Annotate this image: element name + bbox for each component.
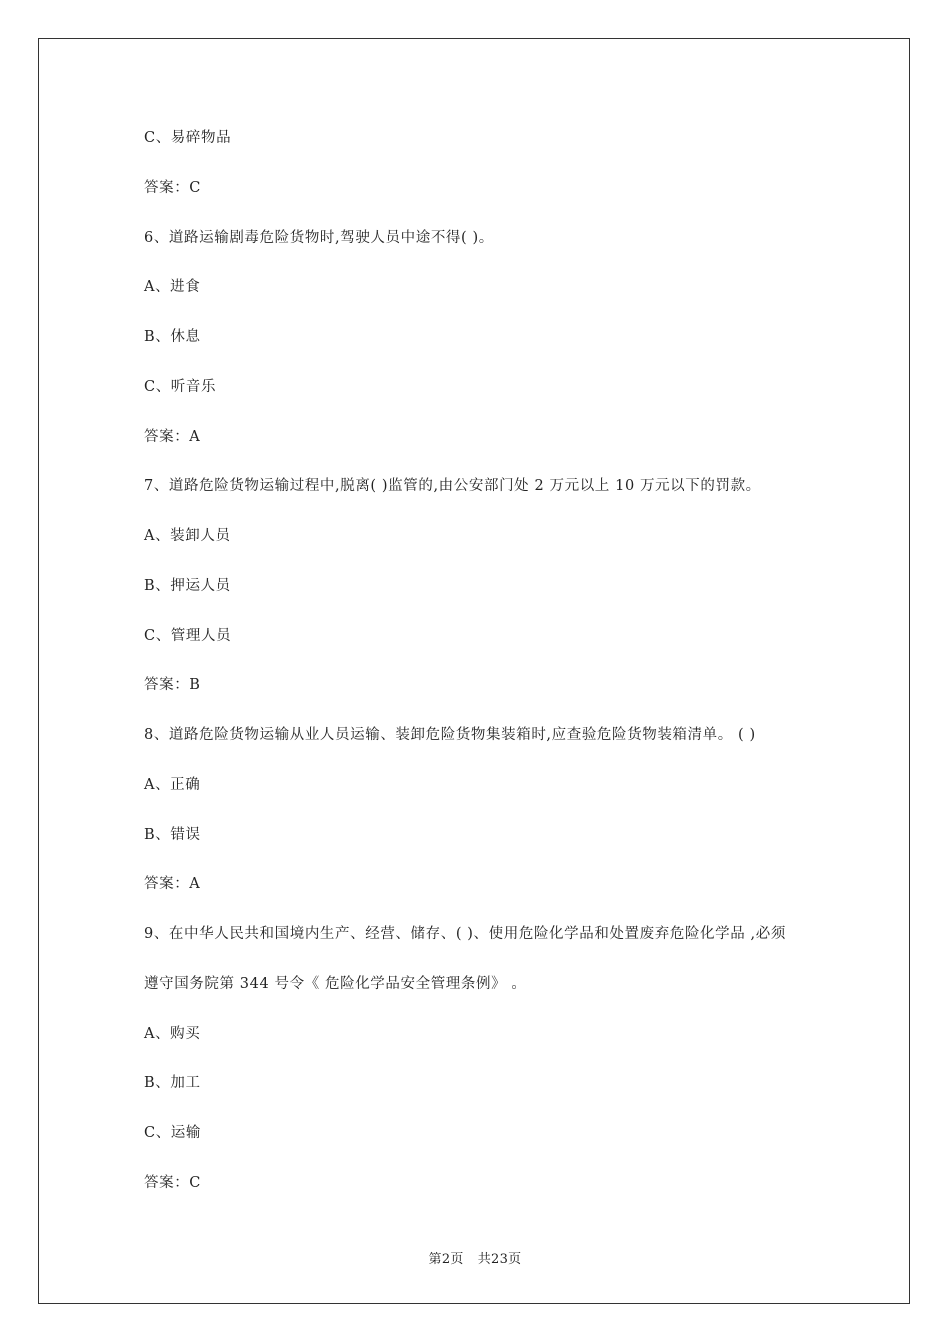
question-9-continued: 遵守国务院第 344 号令《 危险化学品安全管理条例》 。 bbox=[144, 975, 527, 992]
option-line: B、错误 bbox=[144, 826, 201, 843]
option-line: A、进食 bbox=[144, 279, 201, 296]
option-line: B、休息 bbox=[144, 329, 201, 345]
option-line: A、正确 bbox=[144, 776, 201, 793]
question-7: 7、道路危险货物运输过程中,脱离( )监管的,由公安部门处 2 万元以上 10 万元以下的罚款。 bbox=[144, 478, 761, 495]
option-line: C、管理人员 bbox=[144, 627, 232, 644]
answer-line: 答案：A bbox=[144, 876, 201, 893]
question-8: 8、道路危险货物运输从业人员运输、装卸危险货物集装箱时,应查验危险货物装箱清单。 ( ) bbox=[144, 727, 756, 743]
document-body bbox=[144, 126, 824, 1221]
question-6: 6、道路运输剧毒危险货物时,驾驶人员中途不得( )。 bbox=[144, 229, 494, 246]
option-line: A、装卸人员 bbox=[144, 528, 231, 544]
page-footer bbox=[0, 1248, 950, 1267]
answer-line: 答案：A bbox=[144, 428, 201, 445]
option-line: C、运输 bbox=[144, 1125, 201, 1141]
option-line: C、听音乐 bbox=[144, 378, 217, 395]
option-line: B、加工 bbox=[144, 1075, 201, 1092]
page-total: 共23页 bbox=[477, 1252, 522, 1267]
page-number: 第2页 bbox=[428, 1252, 464, 1267]
question-9: 9、在中华人民共和国境内生产、经营、储存、( )、使用危险化学品和处置废弃危险化学品 ,必须 bbox=[144, 926, 786, 942]
option-line: C、易碎物品 bbox=[144, 130, 232, 146]
option-line: A、购买 bbox=[144, 1025, 201, 1042]
answer-line: 答案：C bbox=[144, 179, 201, 196]
option-line: B、押运人员 bbox=[144, 577, 231, 594]
answer-line: 答案：B bbox=[144, 677, 201, 694]
answer-line: 答案：C bbox=[144, 1174, 201, 1191]
